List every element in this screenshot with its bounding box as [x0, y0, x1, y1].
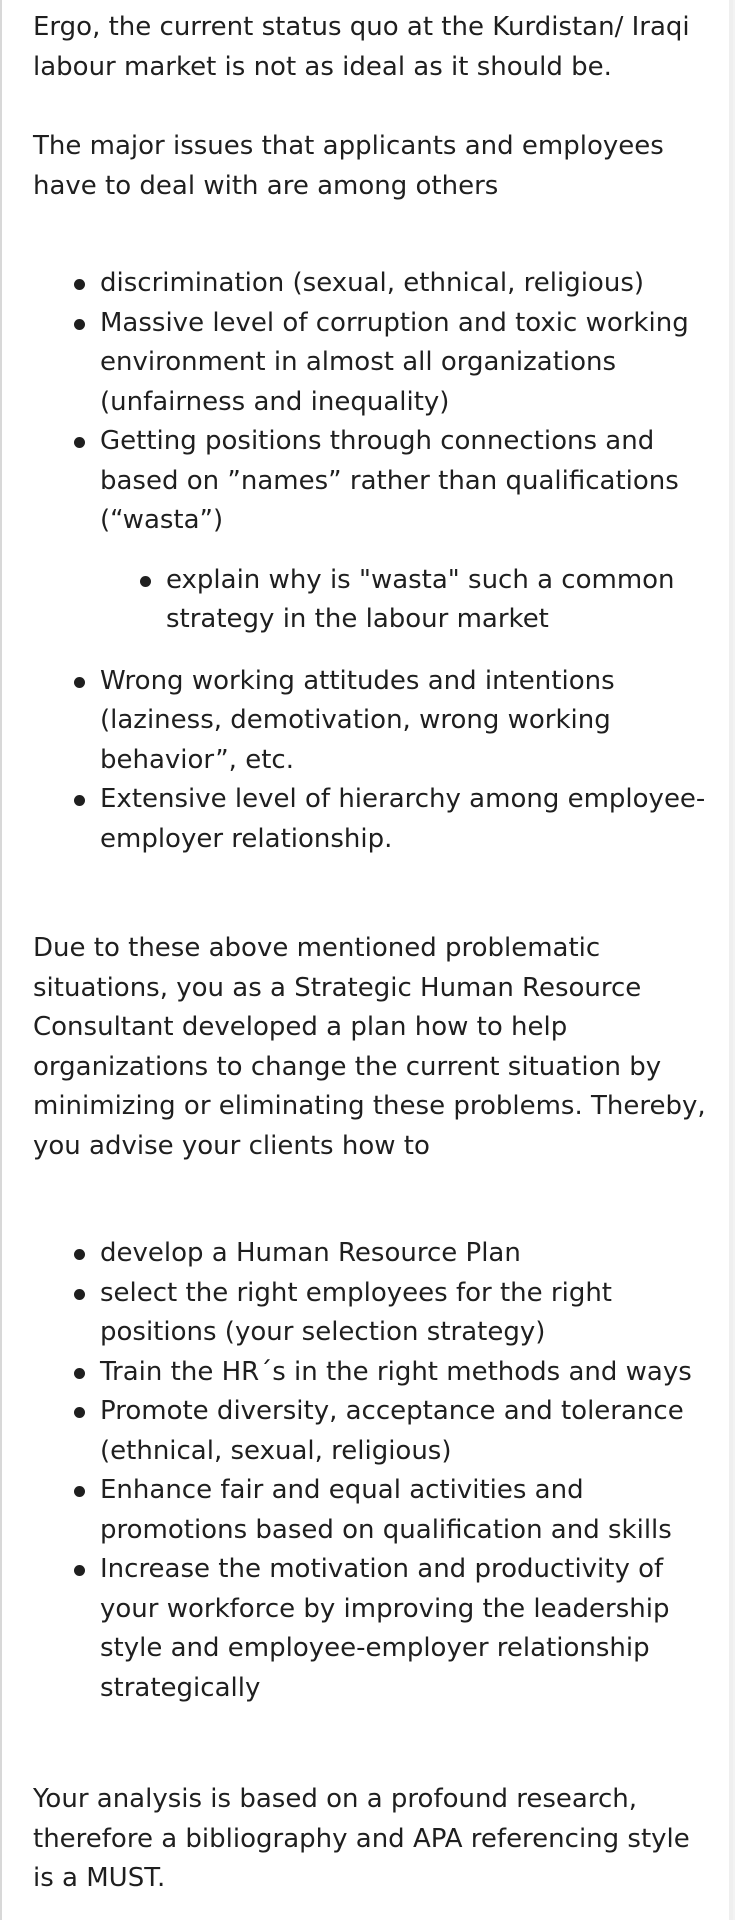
spacer	[33, 859, 707, 929]
spacer	[33, 1708, 707, 1780]
list-item: Increase the motivation and productivity of your workforce by improving the leadership style and employee-employer relationship strategically	[100, 1550, 707, 1708]
issues-intro-paragraph: The major issues that applicants and employees have to deal with are among others	[33, 131, 664, 201]
advice-list	[33, 1234, 707, 1708]
issues-list	[33, 264, 707, 859]
list-item: Train the HR´s in the right methods and ways	[100, 1353, 707, 1393]
list-item: Enhance fair and equal activities and promotions based on qualification and skills	[100, 1471, 707, 1550]
spacer	[33, 206, 707, 264]
plan-intro-paragraph: Due to these above mentioned problematic situations, you as a Strategic Human Resource Consultant developed a plan how to help organizations to change the current situation by minimizing or eliminating these problems. Thereby, you advise your clients how to	[33, 933, 706, 1161]
intro-paragraph: Ergo, the current status quo at the Kurdistan/ Iraqi labour market is not as ideal as it should be.	[33, 12, 690, 82]
scroll-edge	[729, 0, 733, 1920]
list-item: select the right employees for the right positions (your selection strategy)	[100, 1274, 707, 1353]
list-item	[100, 422, 707, 640]
list-item: Wrong working attitudes and intentions (laziness, demotivation, wrong working behavior”, etc.	[100, 662, 707, 781]
list-item: Extensive level of hierarchy among employee-employer relationship.	[100, 780, 707, 859]
list-item: Massive level of corruption and toxic working environment in almost all organizations (unfairness and inequality)	[100, 304, 707, 423]
spacer	[33, 87, 707, 127]
sub-issues-list	[100, 561, 707, 640]
list-item-text: Getting positions through connections and based on ”names” rather than qualifications (“wasta”)	[100, 426, 679, 535]
spacer	[33, 1166, 707, 1234]
list-item: develop a Human Resource Plan	[100, 1234, 707, 1274]
list-item: explain why is "wasta" such a common strategy in the labour market	[166, 561, 707, 640]
closing-paragraph: Your analysis is based on a profound research, therefore a bibliography and APA referencing style is a MUST.	[33, 1784, 690, 1893]
list-item: Promote diversity, acceptance and tolerance (ethnical, sexual, religious)	[100, 1392, 707, 1471]
list-item: discrimination (sexual, ethnical, religious)	[100, 264, 707, 304]
